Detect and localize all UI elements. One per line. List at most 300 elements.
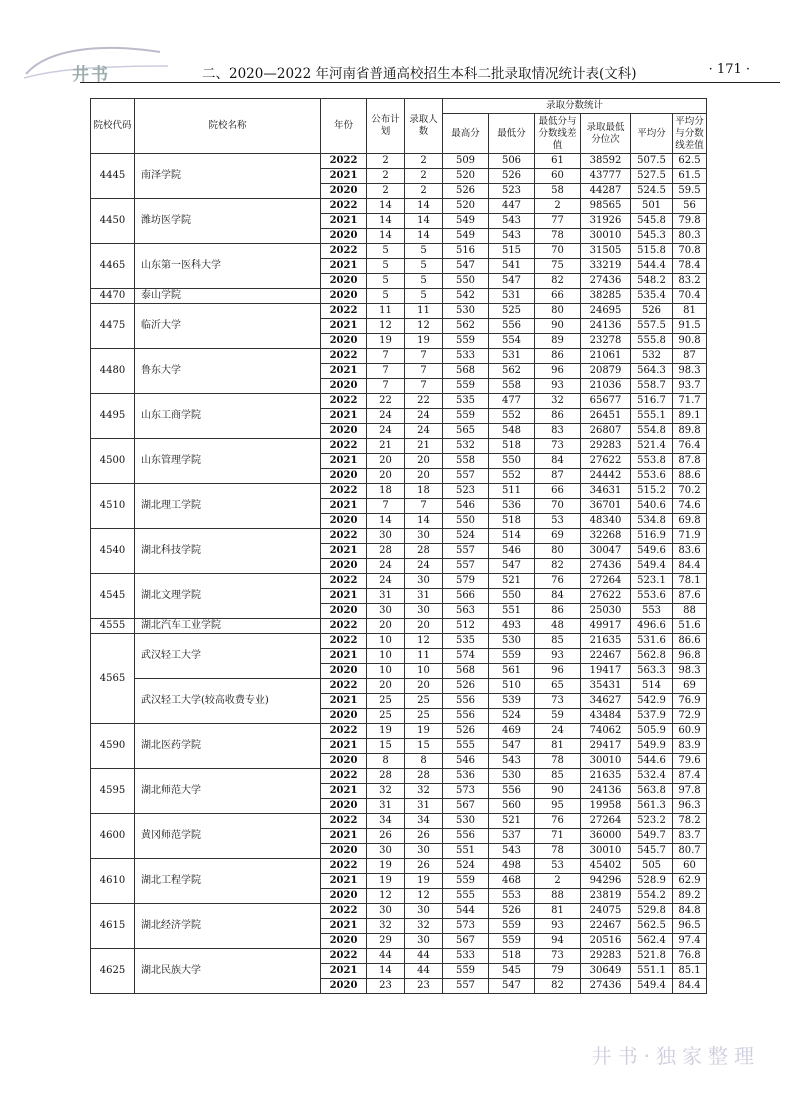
cell-min: 537 bbox=[489, 829, 535, 844]
cell-year: 2022 bbox=[321, 814, 367, 829]
cell-avg-diff: 90.8 bbox=[673, 334, 707, 349]
cell-plan: 20 bbox=[367, 679, 405, 694]
cell-avg-diff: 89.8 bbox=[673, 424, 707, 439]
cell-min-rank: 29283 bbox=[581, 949, 631, 964]
cell-min-diff: 76 bbox=[535, 814, 581, 829]
cell-min-diff: 80 bbox=[535, 304, 581, 319]
cell-min-diff: 82 bbox=[535, 979, 581, 994]
cell-year: 2022 bbox=[321, 619, 367, 634]
cell-min-diff: 95 bbox=[535, 799, 581, 814]
cell-max: 547 bbox=[443, 259, 489, 274]
cell-avg-diff: 51.6 bbox=[673, 619, 707, 634]
cell-admitted: 14 bbox=[405, 229, 443, 244]
cell-min: 556 bbox=[489, 319, 535, 334]
cell-min: 561 bbox=[489, 664, 535, 679]
cell-avg-diff: 91.5 bbox=[673, 319, 707, 334]
cell-admitted: 2 bbox=[405, 184, 443, 199]
cell-plan: 30 bbox=[367, 529, 405, 544]
cell-min-rank: 23819 bbox=[581, 889, 631, 904]
cell-admitted: 31 bbox=[405, 589, 443, 604]
cell-min-rank: 24136 bbox=[581, 784, 631, 799]
cell-min-rank: 38592 bbox=[581, 154, 631, 169]
school-code: 4610 bbox=[91, 859, 135, 904]
cell-avg: 531.6 bbox=[631, 634, 673, 649]
school-name: 潍坊医学院 bbox=[135, 199, 321, 244]
cell-admitted: 5 bbox=[405, 259, 443, 274]
cell-max: 535 bbox=[443, 394, 489, 409]
cell-admitted: 26 bbox=[405, 829, 443, 844]
cell-year: 2020 bbox=[321, 979, 367, 994]
cell-admitted: 28 bbox=[405, 544, 443, 559]
cell-avg-diff: 70.2 bbox=[673, 484, 707, 499]
cell-admitted: 24 bbox=[405, 559, 443, 574]
cell-avg: 505 bbox=[631, 859, 673, 874]
cell-avg: 548.2 bbox=[631, 274, 673, 289]
cell-avg-diff: 83.7 bbox=[673, 829, 707, 844]
cell-avg-diff: 60 bbox=[673, 859, 707, 874]
cell-avg: 555.8 bbox=[631, 334, 673, 349]
cell-min: 559 bbox=[489, 934, 535, 949]
cell-year: 2021 bbox=[321, 919, 367, 934]
cell-admitted: 24 bbox=[405, 424, 443, 439]
cell-max: 574 bbox=[443, 649, 489, 664]
cell-avg-diff: 89.1 bbox=[673, 409, 707, 424]
cell-avg-diff: 89.2 bbox=[673, 889, 707, 904]
cell-year: 2021 bbox=[321, 409, 367, 424]
cell-min-diff: 88 bbox=[535, 889, 581, 904]
cell-avg-diff: 83.9 bbox=[673, 739, 707, 754]
cell-admitted: 31 bbox=[405, 799, 443, 814]
cell-min: 552 bbox=[489, 469, 535, 484]
cell-plan: 2 bbox=[367, 184, 405, 199]
table-row bbox=[91, 814, 707, 829]
cell-max: 558 bbox=[443, 454, 489, 469]
cell-min: 469 bbox=[489, 724, 535, 739]
cell-min-diff: 76 bbox=[535, 574, 581, 589]
cell-avg: 555.1 bbox=[631, 409, 673, 424]
cell-year: 2022 bbox=[321, 349, 367, 364]
cell-min: 514 bbox=[489, 529, 535, 544]
cell-avg: 544.6 bbox=[631, 754, 673, 769]
cell-max: 551 bbox=[443, 844, 489, 859]
cell-min-diff: 96 bbox=[535, 364, 581, 379]
cell-min-rank: 34631 bbox=[581, 484, 631, 499]
cell-plan: 19 bbox=[367, 334, 405, 349]
cell-min-rank: 43777 bbox=[581, 169, 631, 184]
cell-admitted: 21 bbox=[405, 439, 443, 454]
cell-admitted: 30 bbox=[405, 934, 443, 949]
cell-avg-diff: 78.4 bbox=[673, 259, 707, 274]
cell-admitted: 30 bbox=[405, 904, 443, 919]
cell-avg-diff: 81 bbox=[673, 304, 707, 319]
cell-avg-diff: 97.8 bbox=[673, 784, 707, 799]
cell-year: 2020 bbox=[321, 469, 367, 484]
cell-plan: 29 bbox=[367, 934, 405, 949]
table-row bbox=[91, 154, 707, 169]
cell-min-diff: 82 bbox=[535, 274, 581, 289]
cell-avg-diff: 98.3 bbox=[673, 664, 707, 679]
cell-avg-diff: 71.7 bbox=[673, 394, 707, 409]
cell-max: 568 bbox=[443, 364, 489, 379]
cell-avg-diff: 87 bbox=[673, 349, 707, 364]
cell-min: 526 bbox=[489, 169, 535, 184]
cell-avg: 507.5 bbox=[631, 154, 673, 169]
cell-admitted: 30 bbox=[405, 574, 443, 589]
cell-min-rank: 20879 bbox=[581, 364, 631, 379]
cell-min: 515 bbox=[489, 244, 535, 259]
cell-plan: 24 bbox=[367, 424, 405, 439]
col-header-year: 年份 bbox=[321, 99, 367, 154]
school-code: 4470 bbox=[91, 289, 135, 304]
cell-year: 2022 bbox=[321, 949, 367, 964]
cell-min-rank: 21061 bbox=[581, 349, 631, 364]
cell-min-diff: 86 bbox=[535, 349, 581, 364]
cell-avg: 521.8 bbox=[631, 949, 673, 964]
school-code: 4545 bbox=[91, 574, 135, 619]
cell-max: 526 bbox=[443, 724, 489, 739]
cell-max: 542 bbox=[443, 289, 489, 304]
cell-avg: 549.7 bbox=[631, 829, 673, 844]
cell-year: 2021 bbox=[321, 649, 367, 664]
cell-plan: 14 bbox=[367, 199, 405, 214]
cell-min-diff: 96 bbox=[535, 664, 581, 679]
cell-year: 2020 bbox=[321, 604, 367, 619]
cell-year: 2021 bbox=[321, 499, 367, 514]
cell-plan: 28 bbox=[367, 769, 405, 784]
cell-min: 548 bbox=[489, 424, 535, 439]
cell-admitted: 32 bbox=[405, 784, 443, 799]
cell-avg: 516.9 bbox=[631, 529, 673, 544]
school-name: 武汉轻工大学(较高收费专业) bbox=[135, 679, 321, 724]
cell-min-rank: 24695 bbox=[581, 304, 631, 319]
cell-year: 2020 bbox=[321, 184, 367, 199]
cell-admitted: 5 bbox=[405, 274, 443, 289]
cell-min-rank: 19958 bbox=[581, 799, 631, 814]
col-header-max: 最高分 bbox=[443, 114, 489, 154]
cell-min: 547 bbox=[489, 559, 535, 574]
school-name: 南泽学院 bbox=[135, 154, 321, 199]
cell-min-rank: 27436 bbox=[581, 559, 631, 574]
cell-plan: 30 bbox=[367, 904, 405, 919]
cell-min-rank: 29417 bbox=[581, 739, 631, 754]
table-row bbox=[91, 859, 707, 874]
cell-min: 525 bbox=[489, 304, 535, 319]
cell-plan: 14 bbox=[367, 964, 405, 979]
col-header-avg: 平均分 bbox=[631, 114, 673, 154]
cell-min: 556 bbox=[489, 784, 535, 799]
cell-admitted: 30 bbox=[405, 529, 443, 544]
col-header-plan: 公布计划 bbox=[367, 99, 405, 154]
cell-max: 530 bbox=[443, 814, 489, 829]
school-code: 4555 bbox=[91, 619, 135, 634]
cell-max: 526 bbox=[443, 679, 489, 694]
cell-max: 520 bbox=[443, 169, 489, 184]
cell-min: 543 bbox=[489, 754, 535, 769]
cell-avg-diff: 84.4 bbox=[673, 979, 707, 994]
cell-avg-diff: 62.9 bbox=[673, 874, 707, 889]
cell-plan: 7 bbox=[367, 499, 405, 514]
cell-year: 2022 bbox=[321, 574, 367, 589]
cell-min: 562 bbox=[489, 364, 535, 379]
cell-min-diff: 53 bbox=[535, 859, 581, 874]
cell-avg-diff: 62.5 bbox=[673, 154, 707, 169]
cell-max: 559 bbox=[443, 409, 489, 424]
cell-avg-diff: 86.6 bbox=[673, 634, 707, 649]
cell-min-rank: 27436 bbox=[581, 274, 631, 289]
cell-min-rank: 26451 bbox=[581, 409, 631, 424]
cell-avg: 528.9 bbox=[631, 874, 673, 889]
cell-min-rank: 24136 bbox=[581, 319, 631, 334]
cell-avg: 549.9 bbox=[631, 739, 673, 754]
table-row bbox=[91, 724, 707, 739]
cell-max: 567 bbox=[443, 934, 489, 949]
cell-max: 549 bbox=[443, 229, 489, 244]
col-header-admitted: 录取人数 bbox=[405, 99, 443, 154]
cell-admitted: 44 bbox=[405, 964, 443, 979]
cell-plan: 7 bbox=[367, 379, 405, 394]
cell-min-rank: 33219 bbox=[581, 259, 631, 274]
cell-year: 2022 bbox=[321, 394, 367, 409]
cell-plan: 19 bbox=[367, 724, 405, 739]
cell-max: 559 bbox=[443, 964, 489, 979]
cell-plan: 14 bbox=[367, 229, 405, 244]
school-name: 湖北师范大学 bbox=[135, 769, 321, 814]
cell-min-diff: 66 bbox=[535, 289, 581, 304]
cell-min-rank: 65677 bbox=[581, 394, 631, 409]
cell-avg-diff: 69 bbox=[673, 679, 707, 694]
cell-avg: 545.3 bbox=[631, 229, 673, 244]
cell-min: 559 bbox=[489, 919, 535, 934]
cell-plan: 12 bbox=[367, 889, 405, 904]
cell-min-rank: 26807 bbox=[581, 424, 631, 439]
cell-min: 518 bbox=[489, 514, 535, 529]
cell-year: 2021 bbox=[321, 364, 367, 379]
cell-avg: 562.8 bbox=[631, 649, 673, 664]
cell-admitted: 11 bbox=[405, 304, 443, 319]
cell-avg-diff: 79.8 bbox=[673, 214, 707, 229]
school-code: 4540 bbox=[91, 529, 135, 574]
cell-max: 530 bbox=[443, 304, 489, 319]
cell-min-diff: 93 bbox=[535, 379, 581, 394]
cell-year: 2022 bbox=[321, 769, 367, 784]
cell-avg: 553.6 bbox=[631, 469, 673, 484]
page-title: 二、2020—2022 年河南省普通高校招生本科二批录取情况统计表(文科) bbox=[202, 66, 637, 82]
cell-min: 559 bbox=[489, 649, 535, 664]
cell-min-rank: 30010 bbox=[581, 229, 631, 244]
cell-min-diff: 83 bbox=[535, 424, 581, 439]
cell-year: 2021 bbox=[321, 829, 367, 844]
cell-max: 550 bbox=[443, 274, 489, 289]
cell-avg-diff: 96.3 bbox=[673, 799, 707, 814]
cell-plan: 2 bbox=[367, 154, 405, 169]
cell-admitted: 19 bbox=[405, 724, 443, 739]
cell-plan: 10 bbox=[367, 634, 405, 649]
cell-admitted: 28 bbox=[405, 769, 443, 784]
cell-avg: 562.5 bbox=[631, 919, 673, 934]
cell-min-diff: 69 bbox=[535, 529, 581, 544]
cell-min-rank: 22467 bbox=[581, 919, 631, 934]
cell-admitted: 5 bbox=[405, 244, 443, 259]
cell-max: 509 bbox=[443, 154, 489, 169]
cell-min-rank: 27264 bbox=[581, 814, 631, 829]
school-name: 湖北工程学院 bbox=[135, 859, 321, 904]
cell-min: 477 bbox=[489, 394, 535, 409]
cell-admitted: 14 bbox=[405, 514, 443, 529]
table-row bbox=[91, 619, 707, 634]
cell-avg: 549.6 bbox=[631, 544, 673, 559]
cell-min: 554 bbox=[489, 334, 535, 349]
col-header-min-rank: 录取最低分位次 bbox=[581, 114, 631, 154]
cell-max: 550 bbox=[443, 514, 489, 529]
cell-max: 559 bbox=[443, 874, 489, 889]
cell-avg: 564.3 bbox=[631, 364, 673, 379]
school-code: 4625 bbox=[91, 949, 135, 994]
cell-avg: 523.2 bbox=[631, 814, 673, 829]
cell-plan: 24 bbox=[367, 559, 405, 574]
cell-min-diff: 2 bbox=[535, 874, 581, 889]
cell-year: 2021 bbox=[321, 544, 367, 559]
cell-avg: 527.5 bbox=[631, 169, 673, 184]
cell-avg-diff: 78.1 bbox=[673, 574, 707, 589]
cell-avg: 562.4 bbox=[631, 934, 673, 949]
cell-min: 511 bbox=[489, 484, 535, 499]
cell-avg-diff: 88 bbox=[673, 604, 707, 619]
cell-year: 2022 bbox=[321, 244, 367, 259]
cell-avg: 537.9 bbox=[631, 709, 673, 724]
cell-min-rank: 24442 bbox=[581, 469, 631, 484]
school-code: 4445 bbox=[91, 154, 135, 199]
cell-plan: 10 bbox=[367, 664, 405, 679]
cell-avg-diff: 78.2 bbox=[673, 814, 707, 829]
cell-min: 531 bbox=[489, 289, 535, 304]
cell-year: 2021 bbox=[321, 454, 367, 469]
cell-avg-diff: 87.4 bbox=[673, 769, 707, 784]
cell-min-rank: 20516 bbox=[581, 934, 631, 949]
cell-min: 447 bbox=[489, 199, 535, 214]
school-code: 4595 bbox=[91, 769, 135, 814]
school-name: 湖北科技学院 bbox=[135, 529, 321, 574]
cell-avg: 561.3 bbox=[631, 799, 673, 814]
school-name: 湖北理工学院 bbox=[135, 484, 321, 529]
cell-min: 553 bbox=[489, 889, 535, 904]
cell-avg-diff: 80.7 bbox=[673, 844, 707, 859]
cell-year: 2022 bbox=[321, 724, 367, 739]
cell-min: 543 bbox=[489, 229, 535, 244]
cell-min-rank: 94296 bbox=[581, 874, 631, 889]
cell-min: 521 bbox=[489, 814, 535, 829]
cell-max: 556 bbox=[443, 709, 489, 724]
cell-avg: 554.8 bbox=[631, 424, 673, 439]
cell-year: 2021 bbox=[321, 694, 367, 709]
cell-plan: 20 bbox=[367, 454, 405, 469]
cell-min-diff: 80 bbox=[535, 544, 581, 559]
cell-year: 2022 bbox=[321, 529, 367, 544]
cell-year: 2020 bbox=[321, 664, 367, 679]
table-row bbox=[91, 634, 707, 649]
cell-year: 2020 bbox=[321, 934, 367, 949]
cell-avg: 563.3 bbox=[631, 664, 673, 679]
cell-min-diff: 2 bbox=[535, 199, 581, 214]
cell-plan: 34 bbox=[367, 814, 405, 829]
table-row bbox=[91, 529, 707, 544]
cell-avg: 553.6 bbox=[631, 589, 673, 604]
cell-avg: 521.4 bbox=[631, 439, 673, 454]
cell-avg: 529.8 bbox=[631, 904, 673, 919]
cell-max: 567 bbox=[443, 799, 489, 814]
cell-year: 2021 bbox=[321, 169, 367, 184]
cell-min-rank: 21036 bbox=[581, 379, 631, 394]
cell-avg-diff: 79.6 bbox=[673, 754, 707, 769]
cell-plan: 5 bbox=[367, 259, 405, 274]
cell-admitted: 30 bbox=[405, 604, 443, 619]
cell-year: 2022 bbox=[321, 304, 367, 319]
cell-year: 2020 bbox=[321, 559, 367, 574]
watermark: 井书·独家整理 bbox=[591, 1044, 760, 1068]
cell-min-rank: 30649 bbox=[581, 964, 631, 979]
cell-min-diff: 93 bbox=[535, 649, 581, 664]
cell-year: 2022 bbox=[321, 484, 367, 499]
table-body bbox=[91, 154, 707, 994]
cell-plan: 31 bbox=[367, 589, 405, 604]
school-name: 武汉轻工大学 bbox=[135, 634, 321, 679]
cell-admitted: 2 bbox=[405, 154, 443, 169]
cell-min-diff: 77 bbox=[535, 214, 581, 229]
cell-avg-diff: 61.5 bbox=[673, 169, 707, 184]
cell-min: 506 bbox=[489, 154, 535, 169]
cell-max: 557 bbox=[443, 544, 489, 559]
cell-avg-diff: 70.8 bbox=[673, 244, 707, 259]
cell-year: 2022 bbox=[321, 904, 367, 919]
cell-max: 524 bbox=[443, 529, 489, 544]
cell-avg: 545.7 bbox=[631, 844, 673, 859]
table-row bbox=[91, 439, 707, 454]
cell-avg-diff: 85.1 bbox=[673, 964, 707, 979]
cell-admitted: 7 bbox=[405, 349, 443, 364]
col-header-code: 院校代码 bbox=[91, 99, 135, 154]
cell-min-diff: 71 bbox=[535, 829, 581, 844]
school-code: 4465 bbox=[91, 244, 135, 289]
cell-min-rank: 21635 bbox=[581, 769, 631, 784]
cell-min-diff: 32 bbox=[535, 394, 581, 409]
cell-min-diff: 53 bbox=[535, 514, 581, 529]
cell-avg-diff: 80.3 bbox=[673, 229, 707, 244]
cell-avg: 515.8 bbox=[631, 244, 673, 259]
cell-min-rank: 27622 bbox=[581, 589, 631, 604]
cell-max: 546 bbox=[443, 754, 489, 769]
cell-max: 555 bbox=[443, 739, 489, 754]
cell-avg-diff: 87.8 bbox=[673, 454, 707, 469]
school-code: 4565 bbox=[91, 634, 135, 724]
cell-min-diff: 66 bbox=[535, 484, 581, 499]
school-code: 4495 bbox=[91, 394, 135, 439]
cell-admitted: 22 bbox=[405, 394, 443, 409]
cell-min-rank: 74062 bbox=[581, 724, 631, 739]
cell-max: 544 bbox=[443, 904, 489, 919]
cell-max: 520 bbox=[443, 199, 489, 214]
cell-min-rank: 43484 bbox=[581, 709, 631, 724]
cell-avg-diff: 98.3 bbox=[673, 364, 707, 379]
cell-min: 558 bbox=[489, 379, 535, 394]
page-number: · 171 · bbox=[708, 62, 750, 77]
cell-plan: 19 bbox=[367, 859, 405, 874]
cell-min-rank: 30010 bbox=[581, 844, 631, 859]
cell-max: 565 bbox=[443, 424, 489, 439]
cell-max: 557 bbox=[443, 979, 489, 994]
cell-avg-diff: 88.6 bbox=[673, 469, 707, 484]
cell-min: 530 bbox=[489, 634, 535, 649]
cell-plan: 10 bbox=[367, 649, 405, 664]
cell-year: 2022 bbox=[321, 634, 367, 649]
